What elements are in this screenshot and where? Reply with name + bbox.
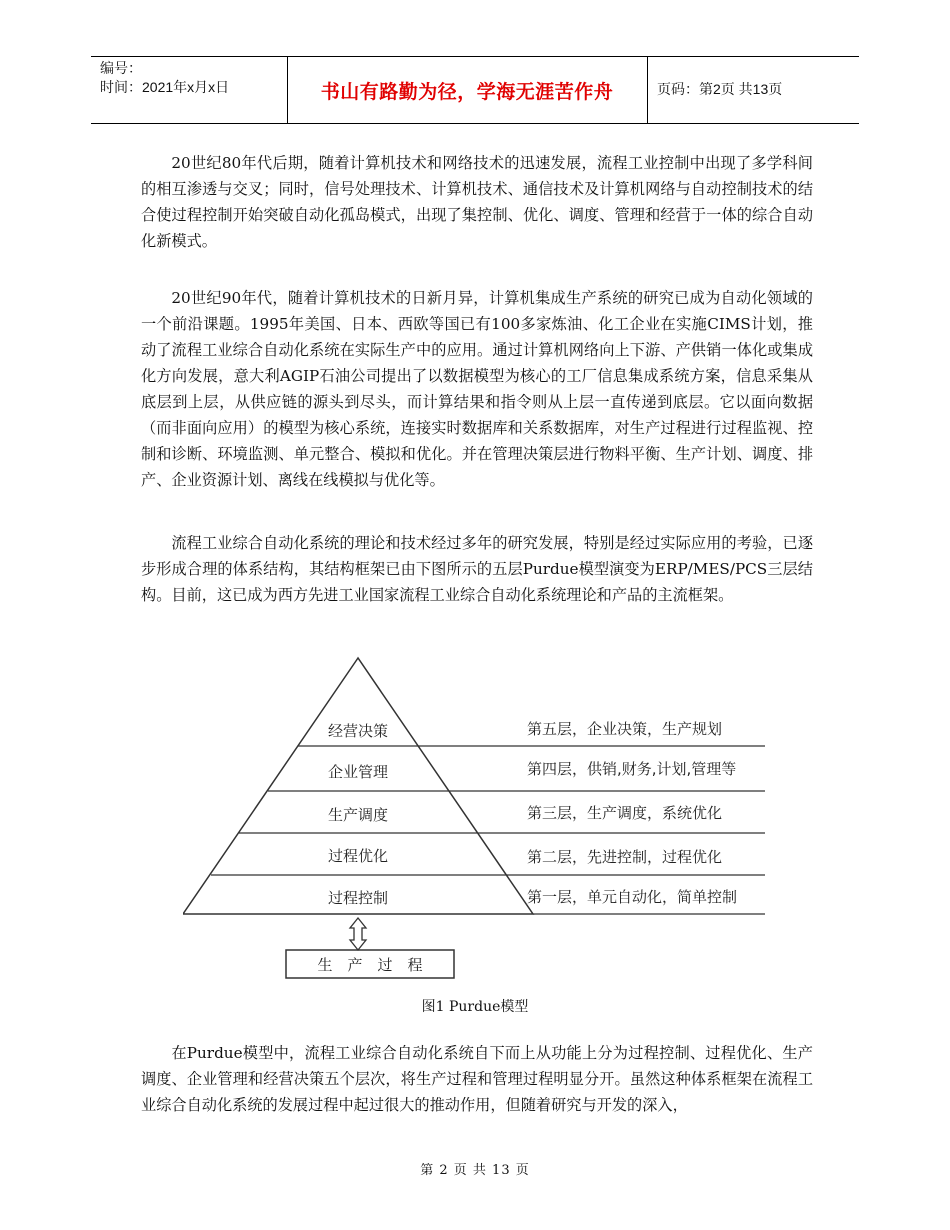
paragraph-4: 在Purdue模型中，流程工业综合自动化系统自下而上从功能上分为过程控制、过程优化、生产调度、企业管理和经营决策五个层次，将生产过程和管理过程明显分开。虽然这种体系框架在流程工业综合自动化系统的发展过程中起过很大的推动作用，但随着研究与开发的深入，	[141, 1044, 813, 1114]
tier-description: 第二层，先进控制，过程优化	[527, 848, 723, 866]
production-process-label: 生 产 过 程	[317, 956, 423, 974]
page-footer: 第 2 页 共 13 页	[420, 1163, 530, 1178]
page-header	[91, 56, 859, 124]
paragraph-1: 20世纪80年代后期，随着计算机技术和网络技术的迅速发展，流程工业控制中出现了多学科间的相互渗透与交叉；同时，信号处理技术、计算机技术、通信技术及计算机网络与自动控制技术的结合使过程控制开始突破自动化孤岛模式，出现了集控制、优化、调度、管理和经营于一体的综合自动化新模式。	[141, 154, 813, 250]
tier-description: 第四层，供销,财务,计划,管理等	[527, 760, 737, 778]
time-label: 时间：2021年x月x日	[100, 79, 230, 95]
tier-description: 第三层，生产调度，系统优化	[527, 804, 723, 822]
header-meta	[100, 59, 229, 97]
serial-label: 编号：	[100, 60, 142, 76]
tier-name: 经营决策	[327, 722, 389, 740]
purdue-pyramid-diagram	[183, 656, 765, 984]
paragraph-3: 流程工业综合自动化系统的理论和技术经过多年的研究发展，特别是经过实际应用的考验，已逐步形成合理的体系结构，其结构框架已由下图所示的五层Purdue模型演变为ERP/MES/PCS三层结构。目前，这已成为西方先进工业国家流程工业综合自动化系统理论和产品的主流框架。	[141, 534, 813, 604]
purdue-model-figure	[183, 656, 765, 984]
tier-name: 企业管理	[327, 763, 389, 781]
paragraph-2: 20世纪90年代，随着计算机技术的日新月异，计算机集成生产系统的研究已成为自动化领域的一个前沿课题。1995年美国、日本、西欧等国已有100多家炼油、化工企业在实施CIMS计划，推动了流程工业综合自动化系统在实际生产中的应用。通过计算机网络向上下游、产供销一体化或集成化方向发展，意大利AGIP石油公司提出了以数据模型为核心的工厂信息集成系统方案，信息采集从底层到上层，从供应链的源头到尽头，而计算结果和指令则从上层一直传递到底层。它以面向数据（而非面向应用）的模型为核心系统，连接实时数据库和关系数据库，对生产过程进行过程监视、控制和诊断、环境监测、单元整合、模拟和优化。并在管理决策层进行物料平衡、生产计划、调度、排产、企业资源计划、离线在线模拟与优化等。	[141, 289, 813, 489]
tier-description: 第五层，企业决策，生产规划	[527, 720, 723, 738]
double-arrow-icon	[350, 918, 366, 950]
page-info: 页码：第2页 共13页	[657, 81, 783, 97]
figure-caption: 图1 Purdue模型	[421, 999, 529, 1015]
tier-name: 生产调度	[327, 806, 389, 824]
tier-description: 第一层，单元自动化，简单控制	[527, 888, 738, 906]
header-motto: 书山有路勤为径，学海无涯苦作舟	[320, 81, 614, 103]
tier-name: 过程优化	[327, 847, 389, 865]
header-divider	[647, 57, 648, 123]
tier-name: 过程控制	[327, 889, 389, 907]
